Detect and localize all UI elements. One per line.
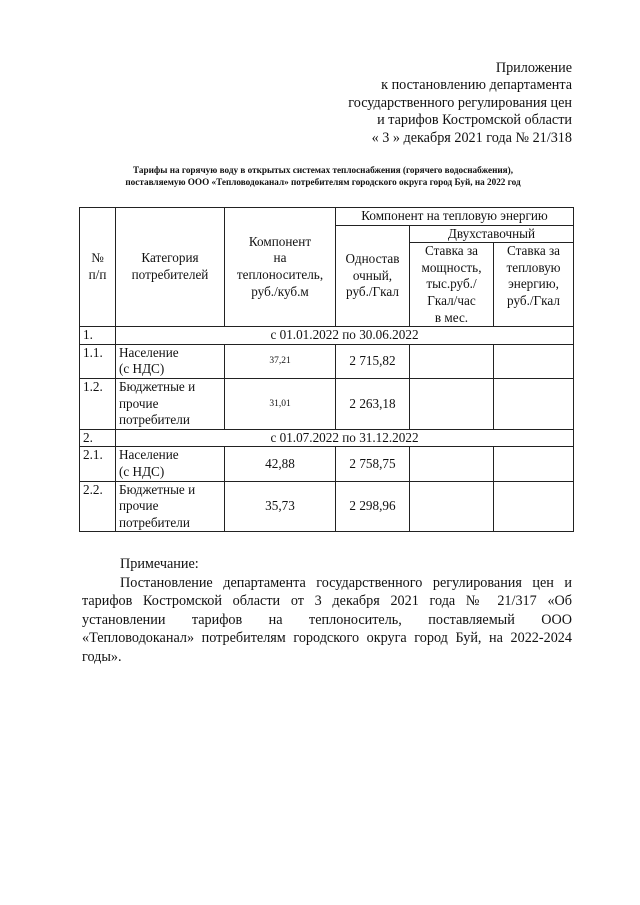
period-label: с 01.01.2022 по 30.06.2022 bbox=[116, 327, 574, 345]
row-category: Бюджетные и прочие потребители bbox=[116, 378, 225, 429]
row-capacity-rate bbox=[410, 344, 494, 378]
note-text: Постановление департамента государственного регулирования цен и тарифов Костромской области от 3 декабря 2021 года № 21/317 «Об установлении тарифов на теплоноситель, поставляемый ООО «Тепловодоканал» потребителям городского округа город Буй, на 2022-2024 годы». bbox=[82, 574, 572, 665]
appendix-line: государственного регулирования цен bbox=[348, 94, 572, 111]
tariff-title bbox=[78, 164, 568, 188]
row-capacity-rate bbox=[410, 378, 494, 429]
appendix-block bbox=[300, 60, 572, 147]
header-energy-component: Компонент на тепловую энергию bbox=[336, 208, 574, 226]
period-label: с 01.07.2022 по 31.12.2022 bbox=[116, 429, 574, 447]
appendix-line: Приложение bbox=[495, 60, 572, 76]
row-energy-rate bbox=[494, 481, 574, 532]
row-category: Население (с НДС) bbox=[116, 344, 225, 378]
appendix-line: « 3 » декабря 2021 года № 21/318 bbox=[371, 129, 572, 146]
table-row bbox=[80, 447, 574, 481]
row-carrier: 42,88 bbox=[225, 447, 336, 481]
row-energy-rate bbox=[494, 344, 574, 378]
period-num: 1. bbox=[80, 327, 116, 345]
row-num: 1.1. bbox=[80, 344, 116, 378]
tariff-table bbox=[79, 207, 574, 532]
appendix-line: и тарифов Костромской области bbox=[377, 112, 572, 129]
header-capacity-rate: Ставка за мощность, тыс.руб./ Гкал/час в мес. bbox=[410, 243, 494, 327]
tariff-title-line: Тарифы на горячую воду в открытых системах теплоснабжения (горячего водоснабжения), bbox=[132, 165, 514, 175]
period-num: 2. bbox=[80, 429, 116, 447]
row-capacity-rate bbox=[410, 481, 494, 532]
note-heading: Примечание: bbox=[120, 556, 199, 572]
row-num: 1.2. bbox=[80, 378, 116, 429]
header-carrier-component: Компонент на теплоноситель, руб./куб.м bbox=[225, 208, 336, 327]
row-carrier: 35,73 bbox=[225, 481, 336, 532]
header-num: № п/п bbox=[80, 208, 116, 327]
row-category: Население (с НДС) bbox=[116, 447, 225, 481]
tariff-title-line: поставляемую ООО «Тепловодоканал» потребителям городского округа город Буй, на 2022 год bbox=[125, 177, 521, 187]
row-num: 2.2. bbox=[80, 481, 116, 532]
period-row bbox=[80, 327, 574, 345]
header-single-rate: Одностав очный, руб./Гкал bbox=[336, 225, 410, 327]
appendix-line: к постановлению департамента bbox=[381, 77, 572, 94]
row-energy-rate bbox=[494, 378, 574, 429]
table-row bbox=[80, 344, 574, 378]
row-carrier: 37,21 bbox=[225, 344, 336, 378]
row-single-rate: 2 263,18 bbox=[336, 378, 410, 429]
row-single-rate: 2 298,96 bbox=[336, 481, 410, 532]
header-two-rate: Двухставочный bbox=[410, 225, 574, 243]
header-category: Категория потребителей bbox=[116, 208, 225, 327]
row-single-rate: 2 758,75 bbox=[336, 447, 410, 481]
row-num: 2.1. bbox=[80, 447, 116, 481]
row-category: Бюджетные и прочие потребители bbox=[116, 481, 225, 532]
table-row bbox=[80, 481, 574, 532]
header-energy-rate: Ставка за тепловую энергию, руб./Гкал bbox=[494, 243, 574, 327]
row-energy-rate bbox=[494, 447, 574, 481]
table-row bbox=[80, 378, 574, 429]
row-capacity-rate bbox=[410, 447, 494, 481]
period-row bbox=[80, 429, 574, 447]
row-single-rate: 2 715,82 bbox=[336, 344, 410, 378]
note-block bbox=[82, 555, 572, 667]
row-carrier: 31,01 bbox=[225, 378, 336, 429]
